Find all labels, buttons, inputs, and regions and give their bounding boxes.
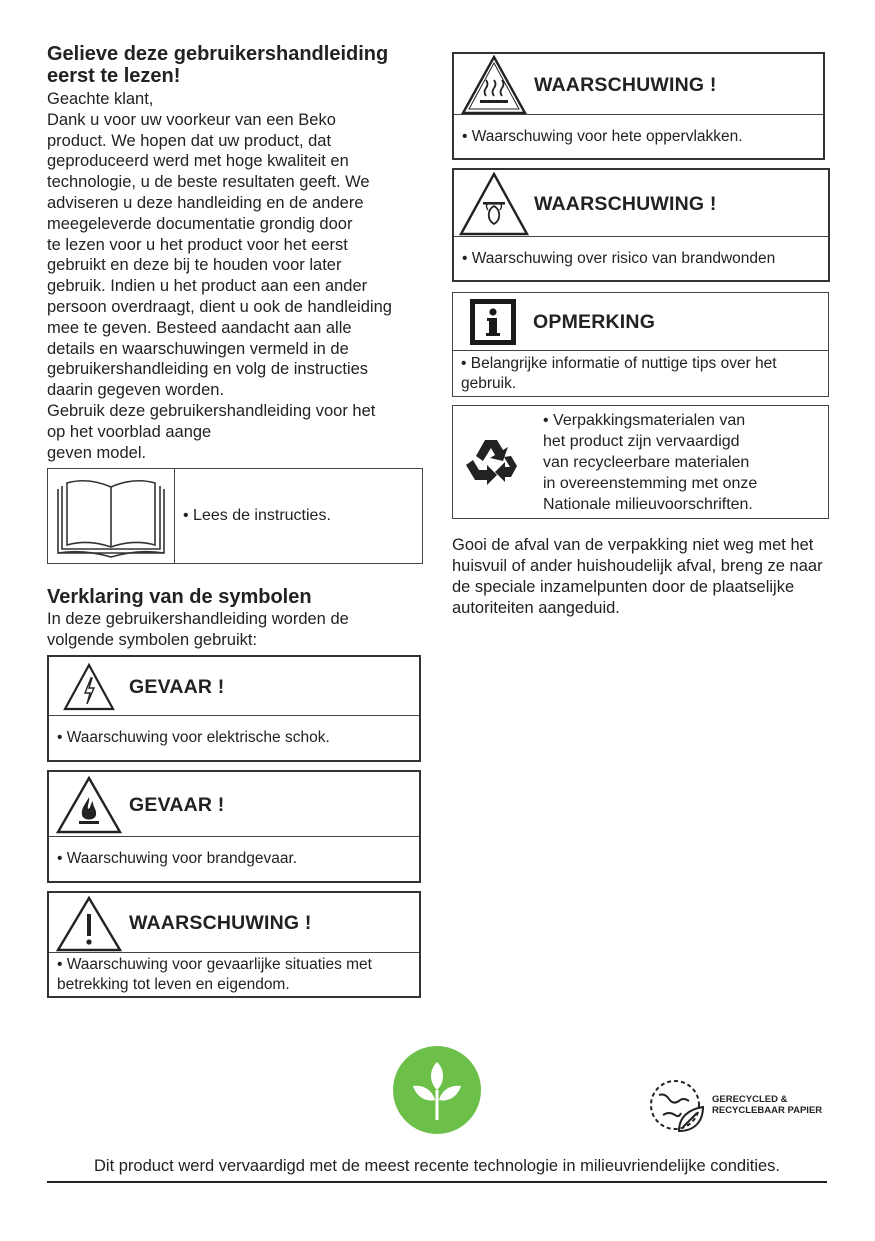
box-text: • Waarschuwing voor brandgevaar. [49, 836, 419, 881]
box-title: WAARSCHUWING ! [534, 192, 717, 215]
symbols-title: Verklaring van de symbolen [47, 586, 312, 608]
fire-warning-icon [49, 775, 129, 835]
green-leaf-icon [393, 1046, 481, 1139]
read-instructions-text: • Lees de instructies. [183, 507, 331, 524]
box-text: • Belangrijke informatie of nuttige tips over het gebruik. [453, 350, 828, 396]
box-text: • Waarschuwing voor hete oppervlakken. [454, 114, 823, 158]
danger-electric-box [47, 655, 421, 762]
exclamation-warning-icon [49, 896, 129, 952]
footer-divider [47, 1181, 827, 1183]
danger-fire-box [47, 770, 421, 883]
disposal-text: Gooi de afval van de verpakking niet weg met het huisvuil of ander huishoudelijk afval, breng ze naar de speciale inzamelpunten door de plaatselijke autoriteiten aangeduid. [452, 536, 823, 617]
box-text: • Waarschuwing voor gevaarlijke situaties met betrekking tot leven en eigendom. [49, 952, 419, 996]
symbols-body: In deze gebruikershandleiding worden de volgende symbolen gebruikt: [47, 610, 349, 649]
box-title: OPMERKING [533, 310, 656, 333]
box-title: GEVAAR ! [129, 793, 225, 816]
hot-surface-warning-icon [454, 55, 534, 115]
box-title: GEVAAR ! [129, 675, 225, 698]
recycle-text: • Verpakkingsmaterialen van het product zijn vervaardigd van recycleerbare materialen in overeenstemming met onze Nationale milieuvoorschriften. [543, 412, 758, 513]
burn-risk-warning-icon [454, 172, 534, 236]
box-title: WAARSCHUWING ! [534, 73, 717, 96]
electric-shock-warning-icon [49, 662, 129, 712]
intro-body: Geachte klant, Dank u voor uw voorkeur van een Beko product. We hopen dat uw product, dat geproduceerd werd met hoge kwaliteit en technologie, u de beste resultaten geeft. We adviseren u deze handleiding en de andere meegeleverde documentatie grondig door te lezen voor u het product voor het eerst gebruikt en deze bij te houden voor later gebruik. Indien u het product aan een ander persoon overdraagt, dient u ook de handleiding mee te geven. Besteed aandacht aan alle details en waarschuwingen vermeld in de gebruikershandleiding en volg de instructies daarin gegeven worden. Gebruik deze gebruikershandleiding voor het op het voorblad aange geven model. [47, 90, 392, 462]
intro-title: Gelieve deze gebruikershandleiding eerst te lezen! [47, 43, 389, 87]
footer-text: Dit product werd vervaardigd met de meest recente technologie in milieuvriendelijke condities. [93, 1157, 780, 1175]
recycle-box [452, 405, 829, 519]
open-book-icon [48, 469, 175, 563]
warning-general-box [47, 891, 421, 998]
recycled-paper-globe-icon [645, 1073, 709, 1144]
read-instructions-box [47, 468, 423, 564]
box-text: • Waarschuwing voor elektrische schok. [49, 715, 419, 760]
warning-burn-box [452, 168, 830, 282]
recycled-paper-label: GERECYCLED & RECYCLEBAAR PAPIER [712, 1094, 823, 1116]
note-box [452, 292, 829, 397]
box-text: • Waarschuwing over risico van brandwonden [454, 236, 828, 280]
recycle-icon [463, 434, 525, 499]
box-title: WAARSCHUWING ! [129, 912, 312, 934]
warning-hot-surface-box [452, 52, 825, 160]
info-icon [453, 299, 533, 345]
